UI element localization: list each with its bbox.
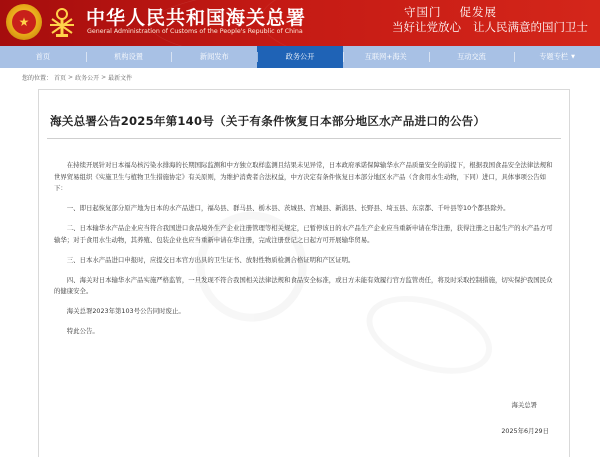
national-emblem-icon[interactable]: ★ bbox=[6, 4, 42, 40]
customs-logo-icon[interactable] bbox=[46, 5, 78, 39]
nav-label: 新闻发布 bbox=[199, 52, 229, 61]
main-nav bbox=[0, 46, 600, 68]
article-panel bbox=[38, 89, 570, 457]
nav-label: 互动交流 bbox=[457, 52, 486, 61]
article-body bbox=[54, 160, 557, 346]
slogan-line-1 bbox=[404, 4, 497, 20]
article-paragraph: 特此公告。 bbox=[66, 327, 99, 335]
chevron-down-icon: ▼ bbox=[571, 54, 575, 60]
slogan-text: 让人民满意的国门卫士 bbox=[473, 20, 588, 34]
nav-item-home[interactable] bbox=[0, 46, 86, 68]
nav-item-special-topics[interactable] bbox=[514, 46, 600, 68]
slogan-text: 当好让党放心 bbox=[392, 20, 461, 34]
article-paragraph: 在持续开展针对日本福岛核污染水排海的长期国际监测和中方独立取样监测且结果未见异常，日本政府承诺保障输华水产品质量安全的前提下，根据我国食品安全法律法规和世界贸易组织《实施卫生与植物卫生措施协定》有关原则，为维护消费者合法权益，中方决定有条件恢复日本部分地区水产品（含食用水生动物，下同）进口，具体事项公告如下： bbox=[54, 161, 553, 192]
slogan-line-2 bbox=[392, 19, 588, 35]
article-paragraph: 三、日本水产品进口申报时，应提交日本官方出具的卫生证书、放射性物质检测合格证明和产区证明。 bbox=[66, 255, 355, 264]
nav-label: 政务公开 bbox=[285, 52, 315, 61]
article-paragraph: 海关总署2023年第103号公告同时废止。 bbox=[66, 307, 185, 315]
breadcrumb-link-home[interactable]: 首页 bbox=[54, 74, 67, 82]
nav-label: 机构设置 bbox=[114, 52, 143, 61]
nav-label: 首页 bbox=[35, 52, 51, 61]
article-paragraph: 二、日本输华水产品企业应当符合我国进口食品境外生产企业注册管理等相关规定，已暂停该日的水产品生产企业应当重新申请在华注册，获得注册之日起生产的水产品方可输华；对于食用水生动物，其养殖、包装企业也应当重新申请在华注册，完成注册登记之日起方可开展输华贸易。 bbox=[54, 224, 553, 244]
article-title: 海关总署公告2025年第140号（关于有条件恢复日本部分地区水产品进口的公告） bbox=[50, 114, 486, 128]
nav-item-organization[interactable] bbox=[86, 46, 172, 68]
breadcrumb-separator: > bbox=[101, 73, 107, 81]
slogan-text: 守国门 bbox=[404, 5, 442, 19]
nav-item-government-affairs[interactable] bbox=[257, 46, 343, 68]
site-header bbox=[0, 0, 600, 46]
article-paragraph: 一、即日起恢复部分原产地为日本的水产品进口，福岛县、群马县、栃木县、茨城县、宫城县、新潟县、长野县、埼玉县、东京都、千叶县等10个都县除外。 bbox=[66, 204, 510, 212]
breadcrumb-separator: > bbox=[68, 73, 74, 81]
article-signature: 海关总署 bbox=[511, 401, 537, 409]
nav-label: 专题专栏 bbox=[539, 52, 569, 61]
article-paragraph: 四、海关对日本输华水产品实施严格监管，一旦发现不符合我国相关法律法规和食品安全标准，或日方未能有效履行官方监管责任，将及时采取控制措施，切实保护我国民众的健康安全。 bbox=[54, 275, 553, 295]
breadcrumb-link-latest-documents[interactable]: 最新文件 bbox=[108, 74, 133, 82]
article-date: 2025年6月29日 bbox=[501, 427, 549, 435]
slogan-text: 促发展 bbox=[459, 5, 497, 19]
nav-item-internet-customs[interactable] bbox=[343, 46, 429, 68]
title-divider bbox=[47, 138, 561, 139]
site-title[interactable]: 中华人民共和国海关总署 bbox=[86, 7, 307, 29]
nav-item-interaction[interactable] bbox=[429, 46, 515, 68]
nav-label: 互联网+海关 bbox=[364, 52, 407, 61]
breadcrumb-link-government-affairs[interactable]: 政务公开 bbox=[75, 74, 100, 82]
nav-item-news[interactable] bbox=[171, 46, 257, 68]
breadcrumb bbox=[0, 68, 600, 86]
site-subtitle: General Administration of Customs of the People's Republic of China bbox=[87, 28, 303, 35]
breadcrumb-prefix: 您的位置： bbox=[22, 74, 53, 82]
